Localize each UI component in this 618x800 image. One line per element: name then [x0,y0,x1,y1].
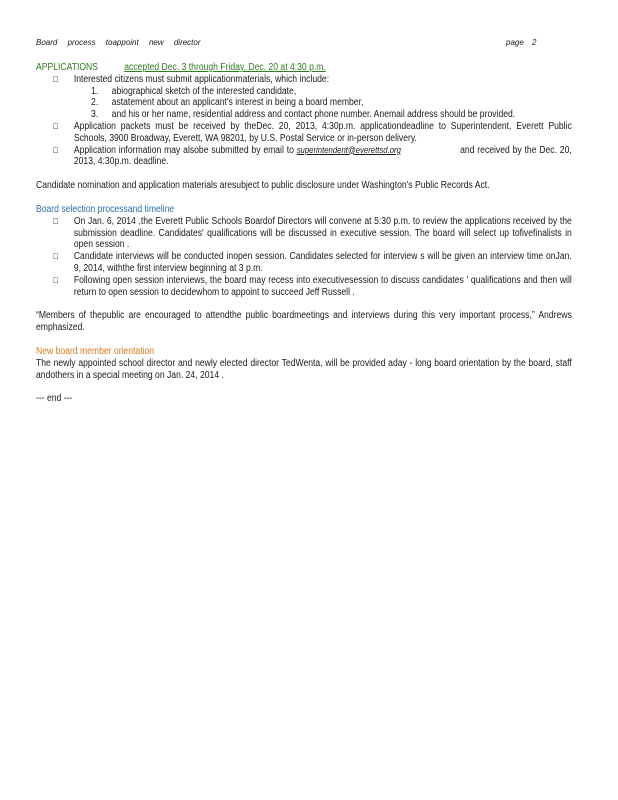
document-body [36,62,572,405]
email-item-before: Application information may alsobe submitted by email to [73,144,294,156]
selection-bullet-2: Candidate interviews will be conducted inopen session. Candidates selected for interview s will be given an interview time onJan. 9, 2014, withthe first interview beginning at 3 p.m. [73,251,572,274]
end-mark: --- end --- [36,393,73,405]
applications-bullet-2: Application packets must be received by theDec. 20, 2013, 4:30p.m. applicationdeadline to Superintendent, Everett Public Schools, 3900 Broadway, Everett, WA 98201, by U.S. Postal Service or in-person delivery. [73,120,572,144]
square-bullet-icon: □ [53,120,58,131]
requirement-text: and his or her name, residential address and contact phone number. Anemail address should be provided. [111,109,516,121]
square-bullet-icon: □ [53,251,58,262]
selection-heading: Board selection processand timeline [36,203,175,215]
list-item [36,251,572,275]
item-number: 1. [91,85,99,97]
requirement-text: astatement about an applicant's interest in being a board member, [111,97,364,109]
selection-bullet-3: Following open session interviews, the board may recess into executivesession to discuss candidates ' qualifications and then will return to open session to decidewhom to appoint to succeed Jeff Russell . [73,274,572,298]
list-item [74,86,572,98]
quote-paragraph: “Members of thepublic are encouraged to attendthe public boardmeetings and interviews during this very important process,” Andrews emphasized. [36,310,572,334]
list-item [74,109,572,121]
list-item [36,216,572,251]
disclosure-paragraph: Candidate nomination and application materials aresubject to public disclosure under Washington's Public Records Act. [36,180,490,192]
selection-list [36,216,572,299]
list-item [36,145,572,169]
orientation-paragraph: The newly appointed school director and newly elected director TedWenta, will be provided aday - long board orientation by the board, staff andothers in a special meeting on Jan. 24, 2014 . [36,357,572,381]
square-bullet-icon: □ [53,73,58,84]
square-bullet-icon: □ [53,144,58,155]
selection-bullet-1: On Jan. 6, 2014 ,the Everett Public Schools Boardof Directors will convene at 5:30 p.m. to review the applications received by the submission deadline. Candidates' qualifications will be discussed in executive session. The board will select up tofivefinalists in open session . [73,215,572,251]
applications-heading-label: APPLICATIONS [36,62,98,73]
item-number: 3. [91,109,99,121]
list-item [36,74,572,121]
square-bullet-icon: □ [53,215,58,226]
applications-list [36,74,572,168]
requirement-text: abiographical sketch of the interested candidate, [111,85,297,97]
applications-heading-detail: accepted Dec. 3 through Friday, Dec. 20 at 4:30 p.m. [124,62,326,73]
page-number: page 2 [506,38,537,47]
email-link[interactable]: superintendent@everettsd.org [296,144,401,155]
requirements-list [74,86,572,121]
orientation-heading: New board member orientation [36,345,155,357]
list-item [36,275,572,299]
applications-bullet-1: Interested citizens must submit applicationmaterials, which include: [73,73,330,85]
header-title: Board process toappoint new director [36,38,201,47]
square-bullet-icon: □ [53,274,58,285]
list-item [74,97,572,109]
applications-heading [36,62,572,74]
item-number: 2. [91,97,99,109]
email-item-after: and received by the Dec. 20, 2013, 4:30p.m. deadline. [73,144,572,168]
list-item [36,121,572,145]
